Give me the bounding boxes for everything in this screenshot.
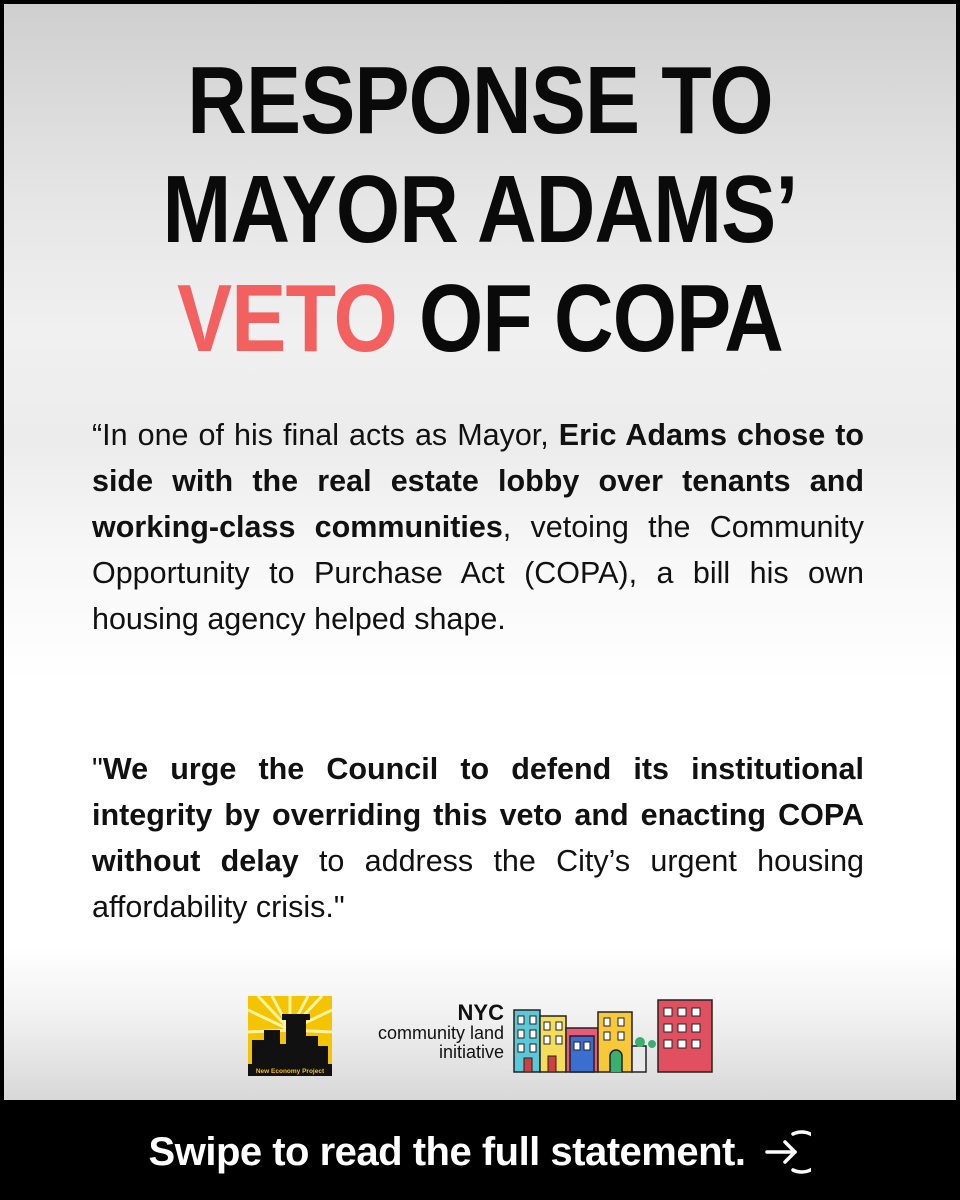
nyc-community-land-initiative-wordmark <box>344 1002 504 1062</box>
partner-logos <box>4 996 956 1076</box>
statement-poster <box>4 4 956 1100</box>
headline-line-1: RESPONSE TO <box>187 47 773 154</box>
p1-bold-text: Eric Adams chose to side with the real estate lobby over tenants and working-class communities <box>92 418 865 544</box>
ncli-line-3: initiative <box>438 1042 504 1062</box>
swipe-footer[interactable] <box>0 1104 960 1200</box>
headline-line-3 <box>71 264 890 373</box>
p1-text-start: “In one of his final acts as Mayor, <box>92 418 559 452</box>
p2-bold-text: We urge the Council to defend its institutional integrity by overriding this veto and enacting COPA without delay <box>92 752 864 878</box>
arrow-right-icon[interactable] <box>763 1128 811 1176</box>
swipe-cta-text: Swipe to read the full statement. <box>148 1129 746 1174</box>
headline <box>71 46 890 373</box>
statement-paragraph-2 <box>92 746 864 930</box>
headline-line-3-rest: OF COPA <box>396 265 783 372</box>
nep-logo-caption: New Economy Project <box>255 1068 325 1075</box>
ncli-line-1: NYC <box>457 1000 504 1025</box>
ncli-line-2: community land <box>377 1023 504 1043</box>
p2-text-start: " <box>92 752 103 786</box>
buildings-illustration-icon <box>512 998 716 1074</box>
statement-paragraph-1 <box>92 412 864 642</box>
p1-text-end: , vetoing the Community Opportunity to Purchase Act (COPA), a bill his own housing agency helped shape. <box>92 510 864 636</box>
headline-accent-veto: VETO <box>177 265 397 372</box>
p2-text-end: to address the City’s urgent housing affordability crisis." <box>92 844 864 924</box>
new-economy-project-logo <box>248 996 332 1076</box>
headline-line-2: MAYOR ADAMS’ <box>162 156 798 263</box>
